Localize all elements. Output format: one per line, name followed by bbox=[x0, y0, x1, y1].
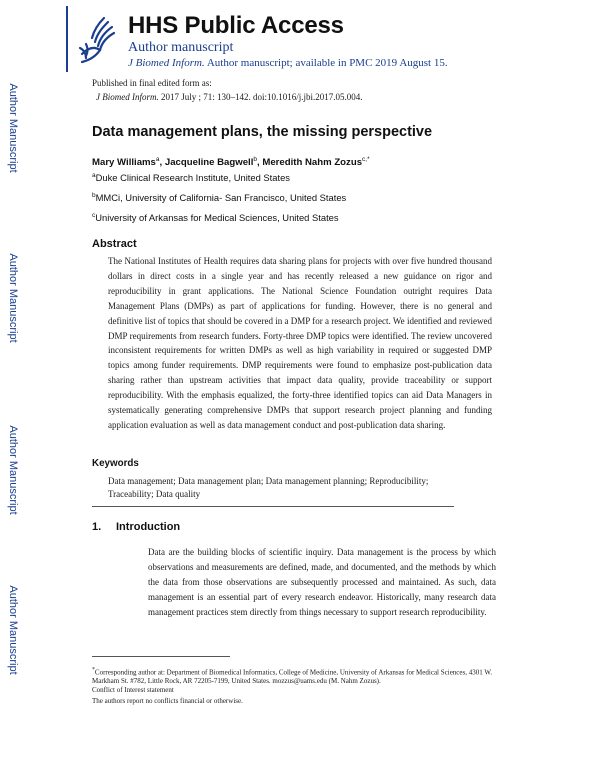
header-rule bbox=[66, 6, 68, 72]
author-separator: , bbox=[159, 157, 165, 169]
affiliation bbox=[92, 212, 339, 223]
journal-abbrev: J Biomed Inform. bbox=[128, 57, 205, 69]
keywords-text: Data management; Data management plan; Data management planning; Reproducibility; Traceability; Data quality bbox=[108, 476, 429, 499]
footnote-mark: * bbox=[92, 667, 95, 673]
affiliation bbox=[92, 172, 290, 183]
citation-journal: J Biomed Inform. bbox=[96, 92, 159, 102]
citation-details: 2017 July ; 71: 130–142. doi:10.1016/j.jbi.2017.05.004. bbox=[161, 92, 363, 102]
author-name: Mary Williams bbox=[92, 157, 156, 169]
affiliation-mark: a bbox=[92, 172, 96, 179]
affiliation-mark: b bbox=[92, 192, 96, 199]
author-name: Meredith Nahm Zozus bbox=[262, 157, 363, 169]
hhs-eagle-logo bbox=[74, 14, 120, 66]
citation-line bbox=[96, 92, 363, 102]
conflict-text: The authors report no conflicts financial or otherwise. bbox=[92, 697, 243, 705]
manuscript-availability bbox=[128, 57, 448, 69]
keywords-divider bbox=[92, 506, 454, 507]
affiliation-text: University of Arkansas for Medical Sciences, United States bbox=[95, 212, 339, 224]
manuscript-note: Author manuscript; available in PMC 2019 August 15. bbox=[206, 57, 448, 69]
author-affiliation-mark: c,* bbox=[362, 156, 370, 163]
author-separator: , bbox=[257, 157, 263, 169]
published-note: Published in final edited form as: bbox=[92, 78, 212, 88]
author-list bbox=[92, 156, 370, 168]
side-label-2: Author Manuscript bbox=[7, 253, 19, 343]
conflict-heading: Conflict of Interest statement bbox=[92, 686, 174, 694]
author-affiliation-mark: b bbox=[253, 156, 258, 163]
footnote-text: Corresponding author at: Department of Biomedical Informatics, College of Medicine, University of Arkansas for Medical Sciences, 4301 W. Markham St. #782, Little Rock, AR 72205-7199, United States. mozzus@uams.edu (M. Nahm Zozus). bbox=[92, 668, 493, 686]
side-label-3: Author Manuscript bbox=[7, 425, 19, 515]
affiliation bbox=[92, 192, 346, 203]
affiliation-text: MMCi, University of California- San Francisco, United States bbox=[95, 192, 347, 204]
affiliation-text: Duke Clinical Research Institute, United States bbox=[95, 172, 290, 184]
keywords-heading: Keywords bbox=[92, 458, 139, 469]
article-title: Data management plans, the missing perspective bbox=[92, 124, 433, 140]
section-title: Introduction bbox=[116, 521, 181, 533]
introduction-text: Data are the building blocks of scientific inquiry. Data management is the process by which observations and measurements are defined, made, and documented, and the methods by which the data from those observations are subsequently processed and maintained. As such, data management is an essential part of every research endeavor. Historically, many research data management practices stem directly from things necessary to support research reproducibility. bbox=[148, 547, 496, 617]
abstract-heading: Abstract bbox=[92, 238, 137, 250]
author-name: Jacqueline Bagwell bbox=[164, 157, 254, 169]
affiliation-mark: c bbox=[92, 212, 96, 219]
abstract-text: The National Institutes of Health requires data sharing plans for projects with over five hundred thousand dollars in direct costs in a single year and has recently released a new guidance on rigor and reproducibility in grant applications. The National Science Foundation outright requires Data Management Plans (DMPs) as part of applications for funding. However, there is no general and definitive list of topics that should be covered in a DMP for a research project. We identified and reviewed DMP requirements from research funders. Forty-three DMP topics were identified. The review uncovered inconsistent requirements for written DMPs as well as high variability in required or suggested DMP topics among funder requirements. DMP requirements were found to emphasize post-publication data sharing rather than upstream activities that impact data quality, provide traceability or support reproducibility. With the emphasis equalized, the forty-three identified topics can aid Data Managers in systematically generating comprehensive DMPs that support research project planning and funding application evaluation as well as data management conduct and post-publication data sharing. bbox=[108, 256, 492, 430]
footnote-divider bbox=[92, 656, 230, 657]
corresponding-author-footnote bbox=[92, 666, 512, 686]
hhs-public-access-title: HHS Public Access bbox=[128, 12, 344, 39]
side-label-4: Author Manuscript bbox=[7, 585, 19, 675]
author-manuscript-label: Author manuscript bbox=[128, 40, 234, 55]
side-label-1: Author Manuscript bbox=[7, 83, 19, 173]
introduction-heading bbox=[92, 521, 180, 533]
author-affiliation-mark: a bbox=[155, 156, 160, 163]
section-number: 1. bbox=[92, 521, 102, 533]
